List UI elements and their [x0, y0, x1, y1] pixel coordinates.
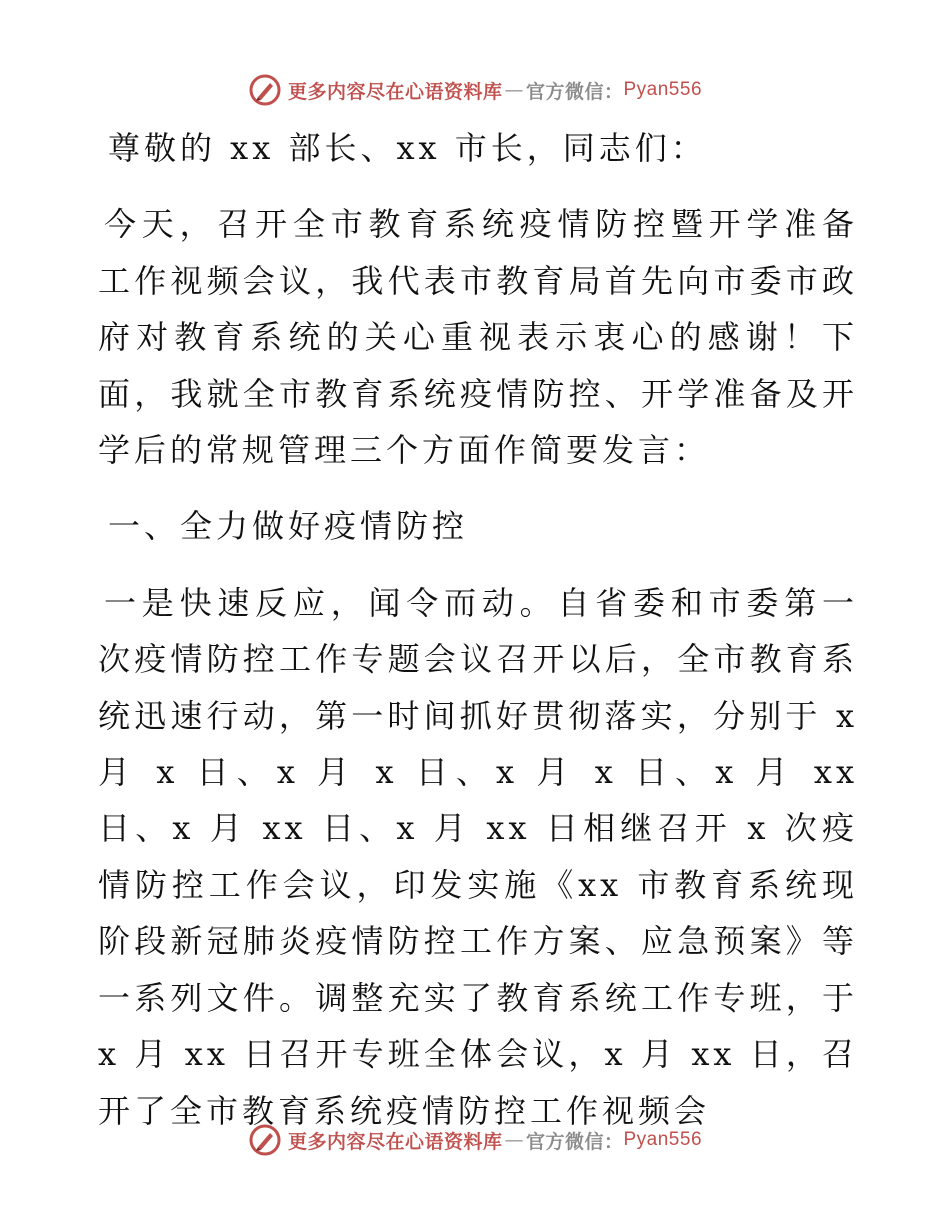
watermark-header	[0, 70, 950, 110]
watermark-id: Pyan556	[623, 79, 703, 100]
watermark-footer	[0, 1120, 950, 1160]
watermark-dash: —	[504, 79, 524, 101]
watermark-dash: —	[504, 1129, 524, 1151]
section-paragraph: 一是快速反应，闻令而动。自省委和市委第一次疫情防控工作专题会议召开以后，全市教育系统迅速行动，第一时间抓好贯彻落实，分别于 x 月 x 日、x 月 x 日、x 月 x 日、x 月 xx 日、x 月 xx 日、x 月 xx 日相继召开 x 次疫情防控工作会议，印发实施《xx 市教育系统现阶段新冠肺炎疫情防控工作方案、应急预案》等一系列文件。调整充实了教育系统工作专班，于 x 月 xx 日召开专班全体会议，x 月 xx 日，召开了全市教育系统疫情防控工作视频会	[98, 583, 858, 1130]
document-body	[98, 120, 858, 1139]
watermark-brand: 更多内容尽在心语资料库	[287, 80, 503, 103]
greeting-line: 尊敬的 xx 部长、xx 市长，同志们：	[108, 129, 707, 167]
watermark-label: 官方微信：	[525, 80, 624, 103]
watermark-label: 官方微信：	[525, 1130, 624, 1153]
pen-logo-icon	[248, 1123, 282, 1157]
watermark-id: Pyan556	[623, 1129, 703, 1150]
section-heading: 一、全力做好疫情防控	[108, 507, 469, 546]
intro-paragraph: 今天，召开全市教育系统疫情防控暨开学准备工作视频会议，我代表市教育局首先向市委市政府对教育系统的关心重视表示衷心的感谢！下面，我就全市教育系统疫情防控、开学准备及开学后的常规管理三个方面作简要发言：	[98, 205, 858, 470]
watermark-brand: 更多内容尽在心语资料库	[287, 1130, 503, 1153]
pen-logo-icon	[248, 73, 282, 107]
